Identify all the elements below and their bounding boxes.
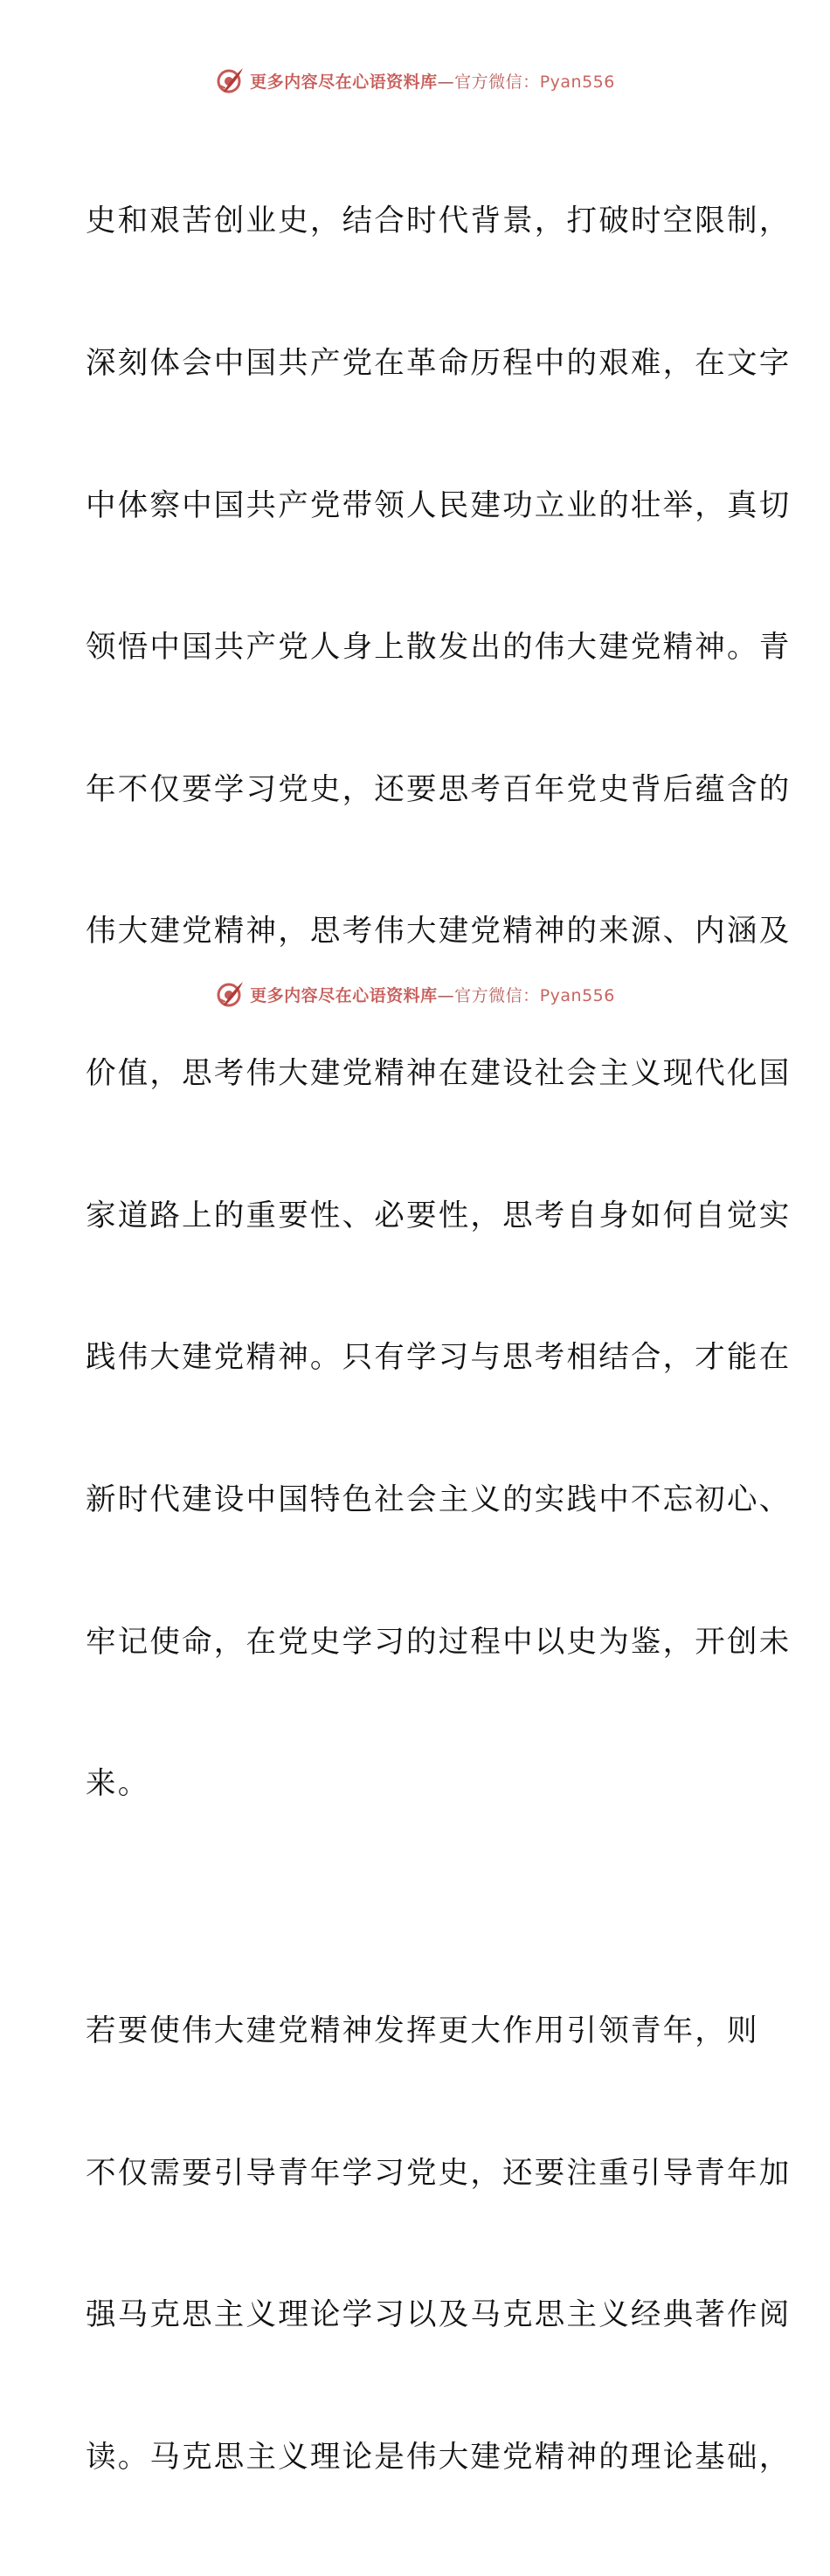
- text-line: 家道路上的重要性、必要性，思考自身如何自觉实: [86, 1198, 792, 1233]
- text-line: 史和艰苦创业史，结合时代背景，打破时空限制，: [86, 204, 792, 239]
- watermark-label: 官方微信：: [454, 985, 540, 1005]
- watermark-main-text: 更多内容尽在心语资料库: [250, 985, 438, 1005]
- watermark-main-text: 更多内容尽在心语资料库: [250, 72, 438, 92]
- text-line: 读。马克思主义理论是伟大建党精神的理论基础，: [86, 2439, 792, 2475]
- paragraph-2: [86, 1913, 792, 2576]
- text-line: 来。: [86, 1766, 150, 1802]
- text-line: 领悟中国共产党人身上散发出的伟大建党精神。青: [86, 630, 792, 666]
- quill-logo-icon: [215, 66, 245, 95]
- watermark-wechat-id: Pyan556: [539, 985, 615, 1005]
- watermark-separator: —: [437, 72, 455, 92]
- watermark-wechat-id: Pyan556: [539, 72, 615, 92]
- text-line: 伟大建党精神，思考伟大建党精神的来源、内涵及: [86, 914, 792, 950]
- footer-watermark: [0, 977, 830, 1012]
- text-line: 深刻体会中国共产党在革命历程中的艰难，在文字: [86, 346, 792, 382]
- text-line: 年不仅要学习党史，还要思考百年党史背后蕴含的: [86, 771, 792, 807]
- watermark-separator: —: [437, 985, 455, 1005]
- text-line: 强马克思主义理论学习以及马克思主义经典著作阅: [86, 2297, 792, 2333]
- quill-logo-icon: [215, 979, 245, 1009]
- text-line: 牢记使命，在党史学习的过程中以史为鉴，开创未: [86, 1624, 792, 1660]
- text-line: 若要使伟大建党精神发挥更大作用引领青年，则: [86, 2013, 759, 2049]
- text-line: 新时代建设中国特色社会主义的实践中不忘初心、: [86, 1481, 792, 1517]
- text-line: 践伟大建党精神。只有学习与思考相结合，才能在: [86, 1340, 792, 1376]
- text-line: 不仅需要引导青年学习党史，还要注重引导青年加: [86, 2155, 792, 2191]
- document-body: [86, 103, 792, 2576]
- watermark-label: 官方微信：: [454, 72, 540, 92]
- text-line: 价值，思考伟大建党精神在建设社会主义现代化国: [86, 1056, 792, 1092]
- header-watermark: [0, 63, 830, 98]
- text-line: 中体察中国共产党带领人民建功立业的壮举，真切: [86, 487, 792, 523]
